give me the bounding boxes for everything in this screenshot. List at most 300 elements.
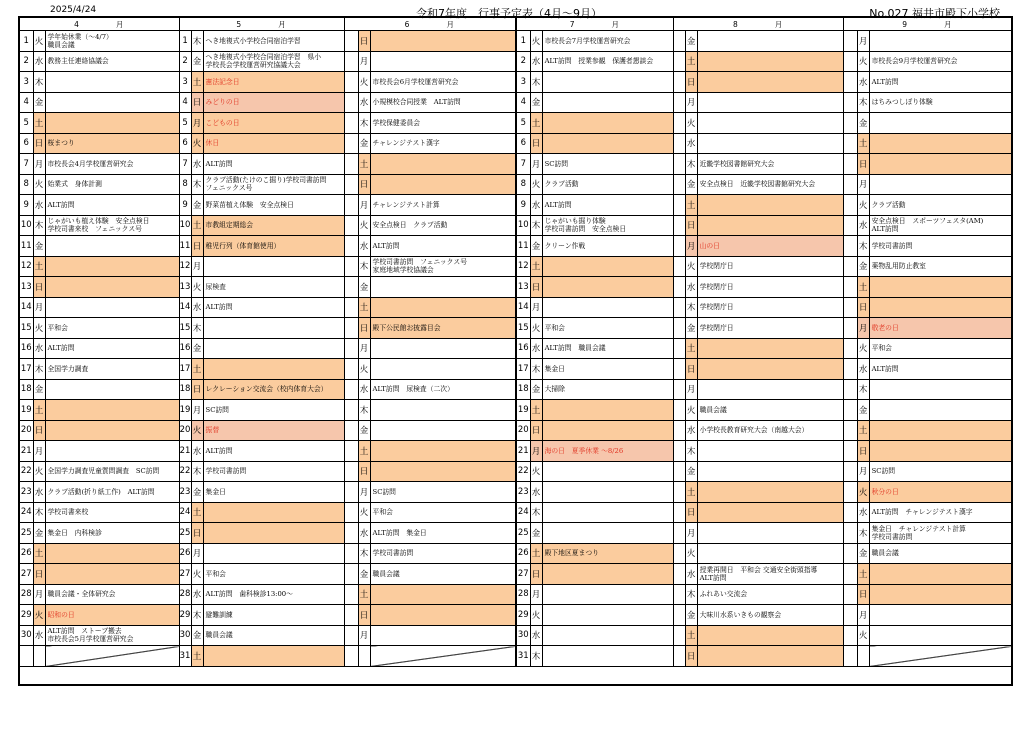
day-number bbox=[843, 441, 857, 462]
day-number: 2 bbox=[516, 51, 530, 72]
day-number bbox=[344, 51, 358, 72]
event-cell: 市教組定期総会 bbox=[203, 215, 344, 236]
day-number: 29 bbox=[179, 605, 191, 626]
day-number bbox=[843, 338, 857, 359]
event-cell: 集金日 bbox=[542, 359, 673, 380]
day-number bbox=[843, 154, 857, 175]
event-cell: じゃがいも植え体験 安全点検日 学校司書来校 フェニックス号 bbox=[45, 215, 179, 236]
weekday: 月 bbox=[530, 441, 542, 462]
event-cell: 始業式 身体計測 bbox=[45, 174, 179, 195]
day-number: 26 bbox=[516, 543, 530, 564]
weekday: 日 bbox=[191, 523, 203, 544]
event-cell: ALT訪問 bbox=[542, 195, 673, 216]
event-cell bbox=[542, 113, 673, 134]
weekday: 日 bbox=[358, 318, 370, 339]
weekday: 日 bbox=[33, 277, 45, 298]
table-row bbox=[19, 379, 1012, 400]
weekday: 土 bbox=[857, 277, 869, 298]
event-cell: 市校長会4月学校運営研究会 bbox=[45, 154, 179, 175]
day-number bbox=[843, 113, 857, 134]
day-number bbox=[344, 605, 358, 626]
weekday: 水 bbox=[358, 523, 370, 544]
weekday: 日 bbox=[530, 564, 542, 585]
weekday: 金 bbox=[685, 318, 697, 339]
day-number: 6 bbox=[179, 133, 191, 154]
event-cell: 職員会議 bbox=[203, 625, 344, 646]
weekday: 月 bbox=[33, 441, 45, 462]
weekday: 金 bbox=[857, 256, 869, 277]
weekday: 火 bbox=[857, 625, 869, 646]
day-number: 14 bbox=[179, 297, 191, 318]
day-number: 12 bbox=[179, 256, 191, 277]
weekday: 月 bbox=[191, 256, 203, 277]
day-number bbox=[344, 256, 358, 277]
day-number: 30 bbox=[19, 625, 33, 646]
day-number: 6 bbox=[19, 133, 33, 154]
weekday: 水 bbox=[33, 195, 45, 216]
weekday: 金 bbox=[358, 420, 370, 441]
day-number bbox=[843, 318, 857, 339]
event-cell: ALT訪問 bbox=[203, 441, 344, 462]
event-cell bbox=[697, 359, 843, 380]
event-cell: 平和会 bbox=[542, 318, 673, 339]
weekday: 水 bbox=[685, 420, 697, 441]
month-number: 7 bbox=[569, 19, 576, 29]
weekday: 木 bbox=[530, 359, 542, 380]
month-header bbox=[179, 17, 344, 31]
day-number: 1 bbox=[516, 31, 530, 52]
table-row bbox=[19, 51, 1012, 72]
weekday: 水 bbox=[685, 277, 697, 298]
day-number bbox=[843, 72, 857, 93]
day-number bbox=[843, 51, 857, 72]
event-cell bbox=[370, 400, 516, 421]
weekday: 木 bbox=[358, 400, 370, 421]
event-cell: ALT訪問 職員会議 bbox=[542, 338, 673, 359]
day-number bbox=[673, 113, 685, 134]
day-number bbox=[673, 236, 685, 257]
day-number bbox=[673, 72, 685, 93]
day-number bbox=[344, 400, 358, 421]
event-cell: クラブ活動 bbox=[869, 195, 1012, 216]
day-number bbox=[673, 195, 685, 216]
weekday: 金 bbox=[857, 113, 869, 134]
day-number: 13 bbox=[516, 277, 530, 298]
table-row bbox=[19, 174, 1012, 195]
day-number: 24 bbox=[516, 502, 530, 523]
event-cell: 全国学力調査 bbox=[45, 359, 179, 380]
weekday: 火 bbox=[191, 277, 203, 298]
event-cell bbox=[370, 420, 516, 441]
event-cell: 職員会議 bbox=[869, 543, 1012, 564]
event-cell: 学校司書来校 bbox=[45, 502, 179, 523]
event-cell bbox=[542, 625, 673, 646]
month-header bbox=[344, 17, 516, 31]
weekday: 水 bbox=[530, 51, 542, 72]
day-number bbox=[344, 113, 358, 134]
event-cell: ALT訪問 bbox=[203, 297, 344, 318]
weekday: 日 bbox=[857, 297, 869, 318]
event-cell bbox=[869, 605, 1012, 626]
weekday: 月 bbox=[358, 195, 370, 216]
table-row bbox=[19, 215, 1012, 236]
day-number bbox=[843, 215, 857, 236]
weekday: 火 bbox=[530, 605, 542, 626]
day-number bbox=[673, 133, 685, 154]
event-cell: 学校司書訪問 bbox=[370, 543, 516, 564]
event-cell bbox=[869, 277, 1012, 298]
table-row bbox=[19, 277, 1012, 298]
weekday: 水 bbox=[530, 482, 542, 503]
weekday: 月 bbox=[857, 318, 869, 339]
event-cell: ふれあい交流会 bbox=[697, 584, 843, 605]
event-cell bbox=[370, 51, 516, 72]
weekday: 木 bbox=[191, 461, 203, 482]
event-cell: 集金日 チャレンジテスト計算 学校司書訪問 bbox=[869, 523, 1012, 544]
day-number bbox=[673, 543, 685, 564]
event-cell: 大掃除 bbox=[542, 379, 673, 400]
schedule-table bbox=[18, 16, 1013, 686]
weekday: 土 bbox=[685, 482, 697, 503]
weekday: 木 bbox=[530, 72, 542, 93]
event-cell: 学校司書訪問 フェニックス号 家庭地域学校協議会 bbox=[370, 256, 516, 277]
weekday: 火 bbox=[530, 461, 542, 482]
day-number bbox=[344, 502, 358, 523]
weekday: 月 bbox=[857, 605, 869, 626]
day-number: 27 bbox=[19, 564, 33, 585]
weekday: 月 bbox=[358, 625, 370, 646]
day-number bbox=[344, 133, 358, 154]
weekday: 土 bbox=[191, 359, 203, 380]
day-number: 21 bbox=[19, 441, 33, 462]
day-number: 13 bbox=[179, 277, 191, 298]
event-cell bbox=[697, 338, 843, 359]
day-number bbox=[673, 359, 685, 380]
month-number: 5 bbox=[236, 19, 243, 29]
day-number bbox=[673, 174, 685, 195]
table-row bbox=[19, 646, 1012, 667]
weekday: 土 bbox=[685, 625, 697, 646]
table-row bbox=[19, 72, 1012, 93]
day-number: 28 bbox=[179, 584, 191, 605]
table-row bbox=[19, 482, 1012, 503]
day-number bbox=[843, 523, 857, 544]
weekday: 月 bbox=[33, 584, 45, 605]
day-number: 23 bbox=[516, 482, 530, 503]
day-number: 3 bbox=[19, 72, 33, 93]
event-cell bbox=[869, 625, 1012, 646]
weekday: 土 bbox=[33, 400, 45, 421]
event-cell: 職員会議 bbox=[697, 400, 843, 421]
event-cell bbox=[697, 461, 843, 482]
event-cell: ALT訪問 尿検査（二次） bbox=[370, 379, 516, 400]
weekday: 水 bbox=[857, 502, 869, 523]
weekday bbox=[857, 646, 869, 667]
day-number: 29 bbox=[19, 605, 33, 626]
event-cell: クラブ活動 bbox=[542, 174, 673, 195]
event-cell bbox=[45, 277, 179, 298]
day-number: 23 bbox=[179, 482, 191, 503]
event-cell bbox=[370, 605, 516, 626]
day-number: 12 bbox=[19, 256, 33, 277]
event-cell bbox=[370, 174, 516, 195]
event-cell: 学校閉庁日 bbox=[697, 256, 843, 277]
day-number bbox=[344, 564, 358, 585]
event-cell: 平和会 bbox=[45, 318, 179, 339]
month-number: 4 bbox=[74, 19, 80, 29]
event-cell bbox=[370, 441, 516, 462]
day-number: 24 bbox=[19, 502, 33, 523]
event-cell: ALT訪問 歯科検診13:00～ bbox=[203, 584, 344, 605]
day-number: 19 bbox=[19, 400, 33, 421]
event-cell bbox=[45, 92, 179, 113]
weekday: 水 bbox=[358, 379, 370, 400]
weekday: 木 bbox=[191, 174, 203, 195]
weekday: 水 bbox=[530, 338, 542, 359]
event-cell bbox=[203, 523, 344, 544]
event-cell: 憲法記念日 bbox=[203, 72, 344, 93]
day-number bbox=[19, 646, 33, 667]
weekday: 土 bbox=[358, 154, 370, 175]
event-cell bbox=[697, 51, 843, 72]
event-cell: 殿下地区夏まつり bbox=[542, 543, 673, 564]
event-cell bbox=[869, 379, 1012, 400]
table-row bbox=[19, 256, 1012, 277]
weekday: 月 bbox=[33, 154, 45, 175]
event-cell: ALT訪問 授業参観 保護者懇談会 bbox=[542, 51, 673, 72]
day-number bbox=[344, 420, 358, 441]
event-cell bbox=[542, 297, 673, 318]
table-row bbox=[19, 359, 1012, 380]
event-cell: 稚児行列（体育館使用） bbox=[203, 236, 344, 257]
day-number bbox=[344, 584, 358, 605]
event-cell: 教務主任連絡協議会 bbox=[45, 51, 179, 72]
weekday: 水 bbox=[33, 51, 45, 72]
weekday bbox=[358, 646, 370, 667]
event-cell: 海の日 夏季休業 ～8/26 bbox=[542, 441, 673, 462]
month-label: 月 bbox=[446, 19, 455, 29]
day-number: 15 bbox=[179, 318, 191, 339]
day-number: 22 bbox=[179, 461, 191, 482]
weekday: 土 bbox=[685, 51, 697, 72]
day-number: 11 bbox=[516, 236, 530, 257]
event-cell: 平和会 bbox=[203, 564, 344, 585]
weekday: 土 bbox=[33, 113, 45, 134]
day-number: 25 bbox=[516, 523, 530, 544]
event-cell: 職員会議・全体研究会 bbox=[45, 584, 179, 605]
event-cell bbox=[203, 543, 344, 564]
weekday: 土 bbox=[191, 72, 203, 93]
weekday bbox=[33, 646, 45, 667]
day-number: 16 bbox=[516, 338, 530, 359]
day-number bbox=[673, 584, 685, 605]
day-number bbox=[344, 625, 358, 646]
day-number bbox=[843, 92, 857, 113]
weekday: 日 bbox=[685, 359, 697, 380]
event-cell: 集金日 bbox=[203, 482, 344, 503]
event-cell: へき地複式小学校合同宿泊学習 bbox=[203, 31, 344, 52]
weekday: 日 bbox=[33, 564, 45, 585]
day-number: 7 bbox=[19, 154, 33, 175]
weekday: 土 bbox=[191, 215, 203, 236]
day-number bbox=[843, 420, 857, 441]
day-number: 14 bbox=[19, 297, 33, 318]
event-cell bbox=[869, 584, 1012, 605]
day-number bbox=[344, 215, 358, 236]
event-cell bbox=[45, 236, 179, 257]
month-header bbox=[843, 17, 1012, 31]
day-number: 3 bbox=[179, 72, 191, 93]
weekday: 火 bbox=[530, 318, 542, 339]
weekday: 火 bbox=[358, 72, 370, 93]
weekday: 月 bbox=[530, 584, 542, 605]
day-number bbox=[673, 51, 685, 72]
event-cell bbox=[542, 92, 673, 113]
event-cell bbox=[542, 564, 673, 585]
weekday: 火 bbox=[191, 133, 203, 154]
event-cell bbox=[203, 359, 344, 380]
weekday: 火 bbox=[857, 338, 869, 359]
event-cell bbox=[869, 400, 1012, 421]
day-number: 19 bbox=[516, 400, 530, 421]
day-number: 27 bbox=[179, 564, 191, 585]
weekday: 木 bbox=[33, 359, 45, 380]
event-cell: みどりの日 bbox=[203, 92, 344, 113]
event-cell bbox=[697, 543, 843, 564]
event-cell bbox=[45, 256, 179, 277]
weekday: 木 bbox=[530, 215, 542, 236]
event-cell bbox=[869, 113, 1012, 134]
day-number: 30 bbox=[516, 625, 530, 646]
day-number: 27 bbox=[516, 564, 530, 585]
event-cell bbox=[45, 113, 179, 134]
weekday: 火 bbox=[358, 502, 370, 523]
weekday: 土 bbox=[530, 113, 542, 134]
event-cell bbox=[869, 441, 1012, 462]
day-number bbox=[673, 441, 685, 462]
event-cell: チャレンジテスト計算 bbox=[370, 195, 516, 216]
day-number bbox=[673, 420, 685, 441]
weekday: 木 bbox=[857, 523, 869, 544]
event-cell: 大味川水系いきもの観察会 bbox=[697, 605, 843, 626]
table-row bbox=[19, 625, 1012, 646]
day-number bbox=[344, 646, 358, 667]
footer-blank bbox=[19, 666, 1012, 685]
day-number: 4 bbox=[19, 92, 33, 113]
weekday: 金 bbox=[358, 133, 370, 154]
event-cell: 安全点検日 スポーツフェスタ(AM) ALT訪問 bbox=[869, 215, 1012, 236]
event-cell bbox=[542, 256, 673, 277]
weekday: 水 bbox=[33, 482, 45, 503]
weekday: 木 bbox=[191, 605, 203, 626]
day-number: 2 bbox=[19, 51, 33, 72]
weekday: 金 bbox=[685, 174, 697, 195]
day-number bbox=[344, 174, 358, 195]
day-number bbox=[843, 359, 857, 380]
event-cell: クラブ活動(たけのこ掘り)学校司書訪問 フェニックス号 bbox=[203, 174, 344, 195]
weekday: 水 bbox=[857, 215, 869, 236]
day-number: 21 bbox=[516, 441, 530, 462]
event-cell bbox=[542, 72, 673, 93]
weekday: 木 bbox=[33, 215, 45, 236]
event-cell bbox=[542, 646, 673, 667]
day-number: 8 bbox=[19, 174, 33, 195]
day-number bbox=[344, 195, 358, 216]
day-number bbox=[344, 523, 358, 544]
day-number: 19 bbox=[179, 400, 191, 421]
weekday: 月 bbox=[685, 236, 697, 257]
day-number: 15 bbox=[516, 318, 530, 339]
day-number bbox=[843, 400, 857, 421]
event-cell bbox=[697, 215, 843, 236]
day-number: 9 bbox=[19, 195, 33, 216]
day-number: 25 bbox=[19, 523, 33, 544]
event-cell: 平和会 bbox=[869, 338, 1012, 359]
day-number bbox=[673, 379, 685, 400]
event-cell bbox=[203, 256, 344, 277]
day-number bbox=[843, 646, 857, 667]
weekday: 木 bbox=[33, 502, 45, 523]
event-cell: はちみつしぼり体験 bbox=[869, 92, 1012, 113]
day-number bbox=[673, 400, 685, 421]
event-cell: SC訪問 bbox=[370, 482, 516, 503]
weekday: 日 bbox=[530, 420, 542, 441]
weekday: 金 bbox=[191, 625, 203, 646]
event-cell bbox=[697, 113, 843, 134]
month-label: 月 bbox=[278, 19, 287, 29]
event-cell bbox=[869, 564, 1012, 585]
weekday: 月 bbox=[857, 31, 869, 52]
weekday: 木 bbox=[191, 31, 203, 52]
event-cell bbox=[45, 564, 179, 585]
weekday: 月 bbox=[191, 400, 203, 421]
event-cell bbox=[45, 543, 179, 564]
event-cell: 全国学力調査児童質問調査 SC訪問 bbox=[45, 461, 179, 482]
weekday: 金 bbox=[530, 379, 542, 400]
event-cell bbox=[697, 646, 843, 667]
day-number: 3 bbox=[516, 72, 530, 93]
event-cell: 学校司書訪問 bbox=[203, 461, 344, 482]
event-cell: 昭和の日 bbox=[45, 605, 179, 626]
day-number: 2 bbox=[179, 51, 191, 72]
day-number bbox=[843, 564, 857, 585]
weekday: 火 bbox=[685, 256, 697, 277]
event-cell: 学年始休業（～4/7） 職員会議 bbox=[45, 31, 179, 52]
event-cell bbox=[869, 154, 1012, 175]
weekday: 土 bbox=[191, 502, 203, 523]
day-number bbox=[843, 379, 857, 400]
print-date: 2025/4/24 bbox=[50, 5, 97, 15]
day-number bbox=[843, 133, 857, 154]
event-cell: レクレーション交流会（校内体育大会） bbox=[203, 379, 344, 400]
weekday: 土 bbox=[857, 564, 869, 585]
month-label: 月 bbox=[774, 19, 784, 29]
event-cell bbox=[45, 400, 179, 421]
school-name: No.027 福井市殿下小学校 bbox=[869, 7, 1000, 20]
day-number bbox=[673, 215, 685, 236]
event-cell: 安全点検日 近畿学校図書館研究大会 bbox=[697, 174, 843, 195]
weekday: 木 bbox=[191, 318, 203, 339]
day-number bbox=[673, 625, 685, 646]
weekday: 火 bbox=[33, 31, 45, 52]
weekday: 日 bbox=[685, 502, 697, 523]
weekday: 土 bbox=[358, 584, 370, 605]
weekday: 水 bbox=[191, 441, 203, 462]
day-number: 9 bbox=[516, 195, 530, 216]
weekday: 火 bbox=[33, 318, 45, 339]
event-cell bbox=[45, 646, 179, 667]
weekday: 土 bbox=[33, 543, 45, 564]
